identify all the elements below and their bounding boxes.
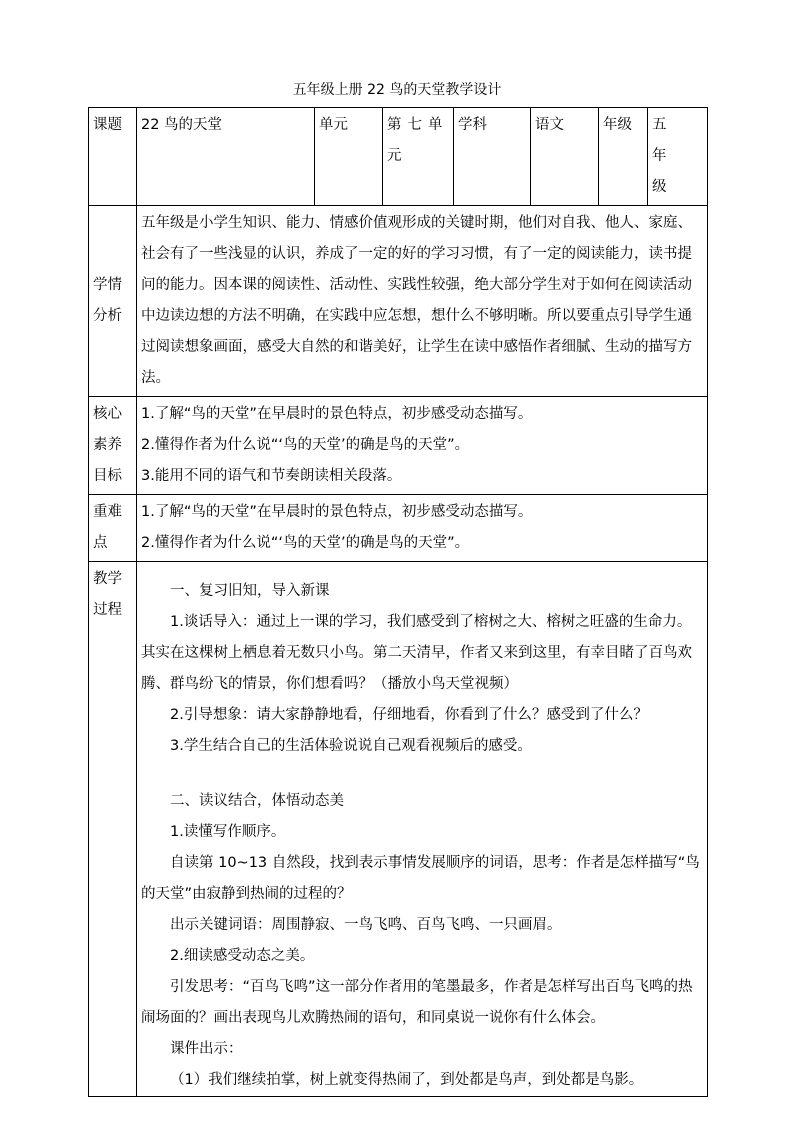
section-1-title: 一、复习旧知，导入新课	[170, 583, 330, 599]
process-paragraph: 课件出示：	[170, 1041, 243, 1057]
topic-label: 课题	[89, 108, 137, 206]
core-goals-label: 核心素养目标	[89, 397, 137, 495]
grade-label: 年级	[599, 108, 648, 206]
process-paragraph: 2.细读感受动态之美。	[170, 948, 315, 964]
process-paragraph: 3.学生结合自己的生活体验说说自己观看视频后的感受。	[170, 738, 532, 754]
subject-value: 语文	[531, 108, 599, 206]
key-points-row	[89, 495, 708, 562]
core-goals-content	[137, 397, 708, 495]
core-goals-row	[89, 397, 708, 495]
process-paragraph: 1.读懂写作顺序。	[170, 824, 286, 840]
key-point-item: 1.了解“鸟的天堂”在早晨时的景色特点，初步感受动态描写。	[141, 504, 533, 520]
lesson-plan-table	[88, 107, 708, 1097]
section-2-title: 二、读议结合，体悟动态美	[170, 793, 344, 809]
process-paragraph: 1.谈话导入：通过上一课的学习，我们感受到了榕树之大、榕树之旺盛的生命力。其实在这棵树上栖息着无数只小鸟。第二天清早，作者又来到这里，有幸目睹了百鸟欢腾、群鸟纷飞的情景，你们想看吗？（播放小鸟天堂视频）	[141, 614, 692, 692]
learner-analysis-text	[137, 206, 708, 397]
core-goal-item: 1.了解“鸟的天堂”在早晨时的景色特点，初步感受动态描写。	[141, 406, 533, 422]
section-spacer	[141, 762, 703, 786]
process-paragraph: 引发思考：“百鸟飞鸣”这一部分作者用的笔墨最多，作者是怎样写出百鸟飞鸣的热闹场面的？画出表现鸟儿欢腾热闹的语句，和同桌说一说你有什么体会。	[141, 979, 693, 1026]
process-paragraph: （1）我们继续拍掌，树上就变得热闹了，到处都是鸟声，到处都是鸟影。	[170, 1072, 644, 1088]
process-label: 教学过程	[89, 562, 137, 1097]
process-paragraph: 2.引导想象：请大家静静地看，仔细地看，你看到了什么？感受到了什么？	[170, 707, 648, 723]
core-goal-item: 2.懂得作者为什么说“‘鸟的天堂’的确是鸟的天堂”。	[141, 437, 470, 453]
process-paragraph: 出示关键词语：周围静寂、一鸟飞鸣、百鸟飞鸣、一只画眉。	[170, 917, 562, 933]
key-point-item: 2.懂得作者为什么说“‘鸟的天堂’的确是鸟的天堂”。	[141, 535, 470, 551]
process-content	[137, 562, 708, 1097]
subject-label: 学科	[454, 108, 531, 206]
process-paragraph: 自读第 10~13 自然段，找到表示事情发展顺序的词语，思考：作者是怎样描写“鸟的天堂”由寂静到热闹的过程的？	[141, 855, 700, 902]
document-title: 五年级上册 22 鸟的天堂教学设计	[292, 82, 502, 98]
learner-analysis-paragraph: 五年级是小学生知识、能力、情感价值观形成的关键时期，他们对自我、他人、家庭、社会有了一些浅显的认识，养成了一定的好的学习习惯，有了一定的阅读能力，读书提问的能力。因本课的阅读性、活动性、实践性较强，绝大部分学生对于如何在阅读活动中边读边想的方法不明确，在实践中应怎想，想什么不够明晰。所以要重点引导学生通过阅读想象画面，感受大自然的和谐美好，让学生在读中感悟作者细腻、生动的描写方法。	[141, 215, 692, 386]
topic-value: 22 鸟的天堂	[137, 108, 315, 206]
process-row	[89, 562, 708, 1097]
key-points-content	[137, 495, 708, 562]
learner-analysis-label: 学情分析	[89, 206, 137, 397]
unit-value: 第七单元	[383, 108, 454, 206]
core-goal-item: 3.能用不同的语气和节奏朗读相关段落。	[141, 468, 402, 484]
grade-value: 五年级	[648, 108, 708, 206]
unit-label: 单元	[315, 108, 383, 206]
header-row	[89, 108, 708, 206]
key-points-label: 重难点	[89, 495, 137, 562]
learner-analysis-row	[89, 206, 708, 397]
